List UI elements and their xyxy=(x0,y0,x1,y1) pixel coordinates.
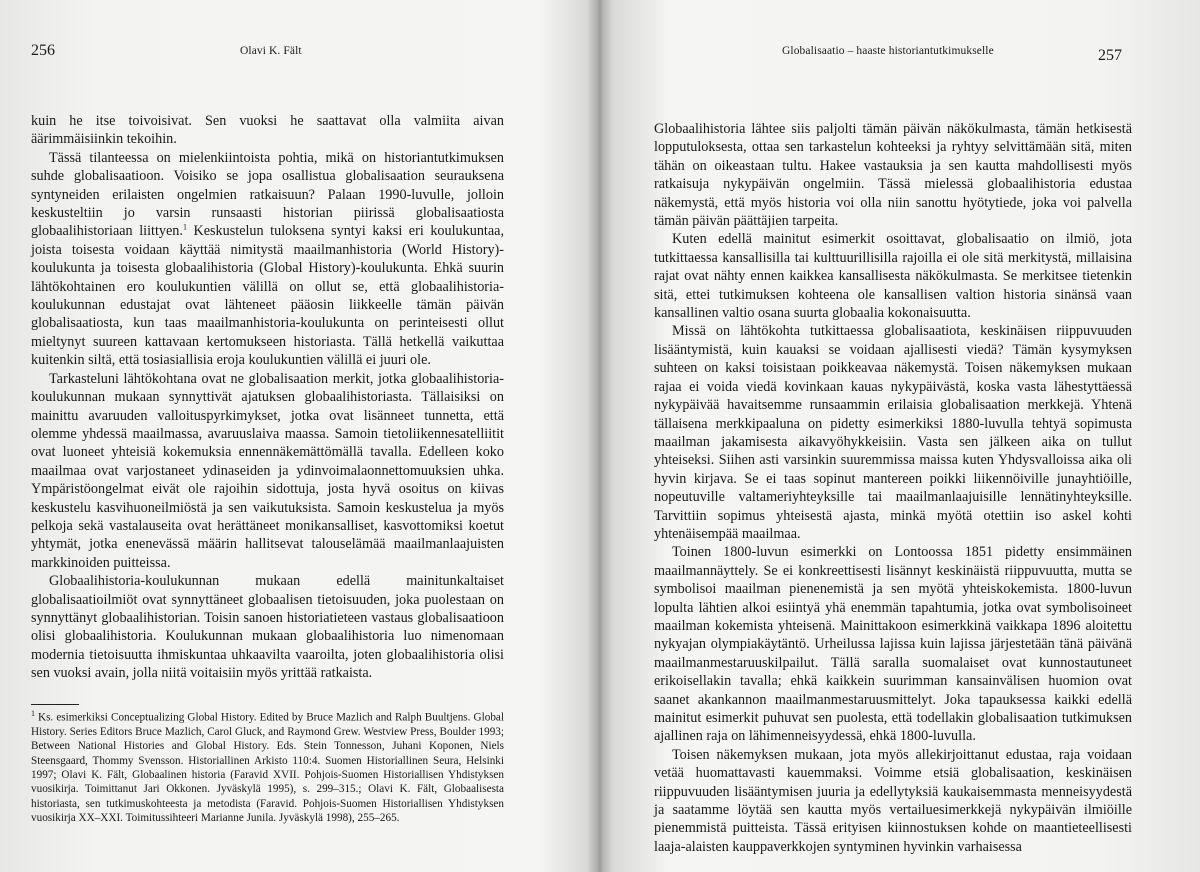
footnote-divider xyxy=(31,704,79,705)
footnote-text: Ks. esimerkiksi Conceptualizing Global History. Edited by Bruce Mazlich and Ralph Buultjens. Global History. Series Editors Bruce Mazlich, Carol Gluck, and Raymond Grew. Westview Press, Boulder 1993; Between National Histories and Global History. Eds. Stein Tonnesson, Juhani Koponen, Niels Steensgaard, Thommy Svensson. Historiallinen Arkisto 110:4. Suomen Historiallinen Seura, Helsinki 1997; Olavi K. Fält, Globaalinen historia (Faravid XVII. Pohjois-Suomen Historiallisen Yhdistyksen vuosikirja. Toimittanut Jari Okkonen. Jyväskylä 1995), s. 299–315.; Olavi K. Fält, Globaalisesta historiasta, sen tutkimuskohteesta ja metodista (Faravid. Pohjois-Suomen Historiallisen Yhdistyksen vuosikirja XX–XXI. Toimitussihteeri Marianne Junila. Jyväskylä 1998), 255–265. xyxy=(31,711,504,824)
paragraph: Tarkasteluni lähtökohtana ovat ne globalisaation merkit, jotka globaalihistoria-koulukunnan mukaan synnyttivät ajatuksen globaalihistoriasta. Tällaisiksi on mainittu avaruuden valloituspyrkimykset, jotka ovat lisänneet tunnetta, että olemme yhdessä maailmassa, avaruuslaiva maassa. Samoin tietoliikennesatelliitit ovat luoneet yhteisiä kokemuksia ennennäkemättömällä tavalla. Edelleen koko maailmaa ovat varjostaneet ydinaseiden ja ydinvoimalaonnettomuuksien uhka. Ympäristöongelmat eivät ole rajoihin sidottuja, josta hyvä osoitus on kiivas keskustelu kasvihuoneilmiöstä ja sen vaikutuksista. Samoin keskustelua ja myös pelkoja sekä vastalauseita ovat herättäneet monikansalliset, kasvottomiksi koetut yhtymät, jotka enenevässä määrin hallitsevat talouselämää maailmanlaajuisten markkinoiden puitteissa. xyxy=(31,370,504,571)
left-page xyxy=(0,0,596,872)
paragraph: Kuten edellä mainitut esimerkit osoittavat, globalisaatio on ilmiö, jota tutkittaessa kansallisilla tai kulttuurillisilla rajoilla ei ole sitä merkitystä, millaisina rajat ovat nähty ennen kaikkea kansallisesta näkökulmasta. Se merkitsee tietenkin sitä, ettei tutkimuksen kohteena ole kansallisen valtion historia sinänsä vaan kansallinen valtio osana suurta globaalia kokonaisuutta. xyxy=(654,231,1132,322)
paragraph: Toinen 1800-luvun esimerkki on Lontoossa 1851 pidetty ensimmäinen maailmannäyttely. Se ei konkreettisesti lisännyt keskinäistä riippuvuutta, mutta se symbolisoi maailman pienenemistä ja sen myötä yhteiskokemista. 1800-luvun lopulta lähtien alkoi esiintyä yhä enemmän tapahtumia, jotka ovat symbolisoineet maailman kokemista yhteisenä. Mainittakoon esimerkkinä vaikkapa 1896 aloitettu nykyajan olympiakäytäntö. Urheilussa lajissa kuin lajissa järjestetään tänä päivänä maailmanmestaruuskilpailut. Tällä saralla suomalaiset ovat kunnostautuneet erikoisellakin tavalla; ehkä kaikkein suurimman kansainvälisen huomion ovat saanet akankannon maailmanmestaruusmittelyt. Joka tapauksessa kaikki edellä mainitut esimerkit puhuvat sen puolesta, että todellakin globalisaation tutkimuksen ajallinen raja on lähimenneisyydessä, ehkä 1800-luvulla. xyxy=(654,544,1132,745)
body-text xyxy=(654,120,1132,856)
paragraph-text: Tässä tilanteessa on mielenkiintoista pohtia, mikä on historiantutkimuksen suhde globalisaatioon. Voisiko se jopa osallistua globalisaation seurauksena syntyneiden erilaisten ongelmien ratkaisuun? Palaan 1990-luvulle, jolloin keskusteltiin jo varsin runsaasti historian piirissä globalisaatiosta globaalihistoriaan liittyen. xyxy=(31,149,504,240)
paragraph: Globaalihistoria lähtee siis paljolti tämän päivän näkökulmasta, tämän hetkisestä lopputuloksesta, ottaa sen tarkastelun kohteeksi ja ryhtyy selvittämään sitä, miten tähän on oikeastaan tultu. Hakee vastauksia ja sen kautta mahdollisesti myös ratkaisuja nykypäivän ongelmiin. Tässä mielessä globaalihistoria edustaa näkemystä, että myös historia voi olla niin sanottu hyötytiede, joka voi palvella tämän päivän päättäjien tarpeita. xyxy=(654,121,1132,230)
body-text xyxy=(31,112,504,683)
running-head: Globalisaatio – haaste historiantutkimukselle xyxy=(782,45,994,57)
paragraph: Missä on lähtökohta tutkittaessa globalisaatiota, keskinäisen riippuvuuden lisääntymistä, kuin kauaksi se voidaan ajallisesti viedä? Tämän kysymyksen suhteen on kaksi toisistaan poikkeavaa näkemystä. Toisen näkemyksen mukaan rajaa ei voida viedä kovinkaan kauas nykypäivästä, koska vasta lähestyttäessä nykypäivää havaitsemme runsaammin erilaisia globalisaation merkkejä. Yhtenä tällaisena merkkipaaluna on pidetty esimerkiksi 1880-luvulla tehtyä sopimusta maailman jakamisesta aikavyöhykkeisiin. Vasta sen jälkeen aika on tullut yhteiseksi. Siihen asti varsinkin suuremmissa maissa kuten Yhdysvalloissa aika oli hyvin kirjava. Se ei taas sopinut mantereen poikki liikennöiville junayhtiöille, nopeutuville valtameriyhteyksille tai maailmanlaajuisille lennätinyhteyksille. Tarvittiin sopimus yhteisestä ajasta, minkä myötä otettiin iso askel kohti yhtenäisempää maailmaa. xyxy=(654,323,1132,542)
footnote xyxy=(31,707,504,825)
right-page xyxy=(602,0,1200,872)
paragraph: Toisen näkemyksen mukaan, jota myös allekirjoittanut edustaa, raja voidaan vetää huomattavasti kauemmaksi. Voimme etsiä globalisaation, keskinäisen riippuvuuden lisääntymisen juuria ja edellytyksiä kaukaisemmasta menneisyydestä ja saatamme löytää sen kautta myös vertailuesimerkkejä nykypäivän ilmiöille pienemmistä puitteista. Tässä erityisen kiinnostuksen kohde on maantieteellisesti laaja-alaisten kauppaverkkojen syntyminen hyvinkin varhaisessa xyxy=(654,746,1132,855)
paragraph: kuin he itse toivoisivat. Sen vuoksi he saattavat olla valmiita aivan äärimmäisiinkin tekoihin. xyxy=(31,113,504,148)
footnote-ref: 1 xyxy=(182,222,187,232)
paragraph: Globaalihistoria-koulukunnan mukaan edellä mainitunkaltaiset globalisaatioilmiöt ovat synnyttäneet globaalisen tietoisuuden, joka puolestaan on synnyttänyt globaalihistorian. Toisin sanoen historiatieteen vastaus globalisaatioon olisi globaalihistoria. Koulukunnan mukaan globaalihistoria luo nimenomaan modernia tietoisuutta ihmiskuntaa uhkaavilta vaaroilta, joten globaalihistoria olisi sen vuoksi avain, jolla niitä voitaisiin myös yrittää ratkaista. xyxy=(31,573,504,682)
footnote-mark: 1 xyxy=(31,709,35,718)
page-number: 256 xyxy=(31,42,55,59)
paragraph xyxy=(31,149,504,370)
running-head: Olavi K. Fält xyxy=(240,45,302,57)
paragraph-text: Keskustelun tuloksena syntyi kaksi eri koulukuntaa, joista toisesta voidaan käyttää nimitystä maailmanhistoria (World History)-koulukunta ja toisesta globaalihistoria (Global History)-koulukunta. Ehkä suurin lähtökohtainen ero koulukuntien välillä on ollut se, että globaalihistoria-koulukunnan edustajat ovat lähteneet pääosin liikkeelle tämän päivän globalisaatiosta, kun taas maailmanhistoria-koulukunta on perinteisesti ollut mieltynyt suureen kattavaan kertomukseen historiasta. Tällä hetkellä vaikuttaa kuitenkin siltä, että tosiasiallisia eroja koulukuntien välillä ei juuri ole. xyxy=(31,223,504,369)
page-number: 257 xyxy=(1098,47,1122,64)
